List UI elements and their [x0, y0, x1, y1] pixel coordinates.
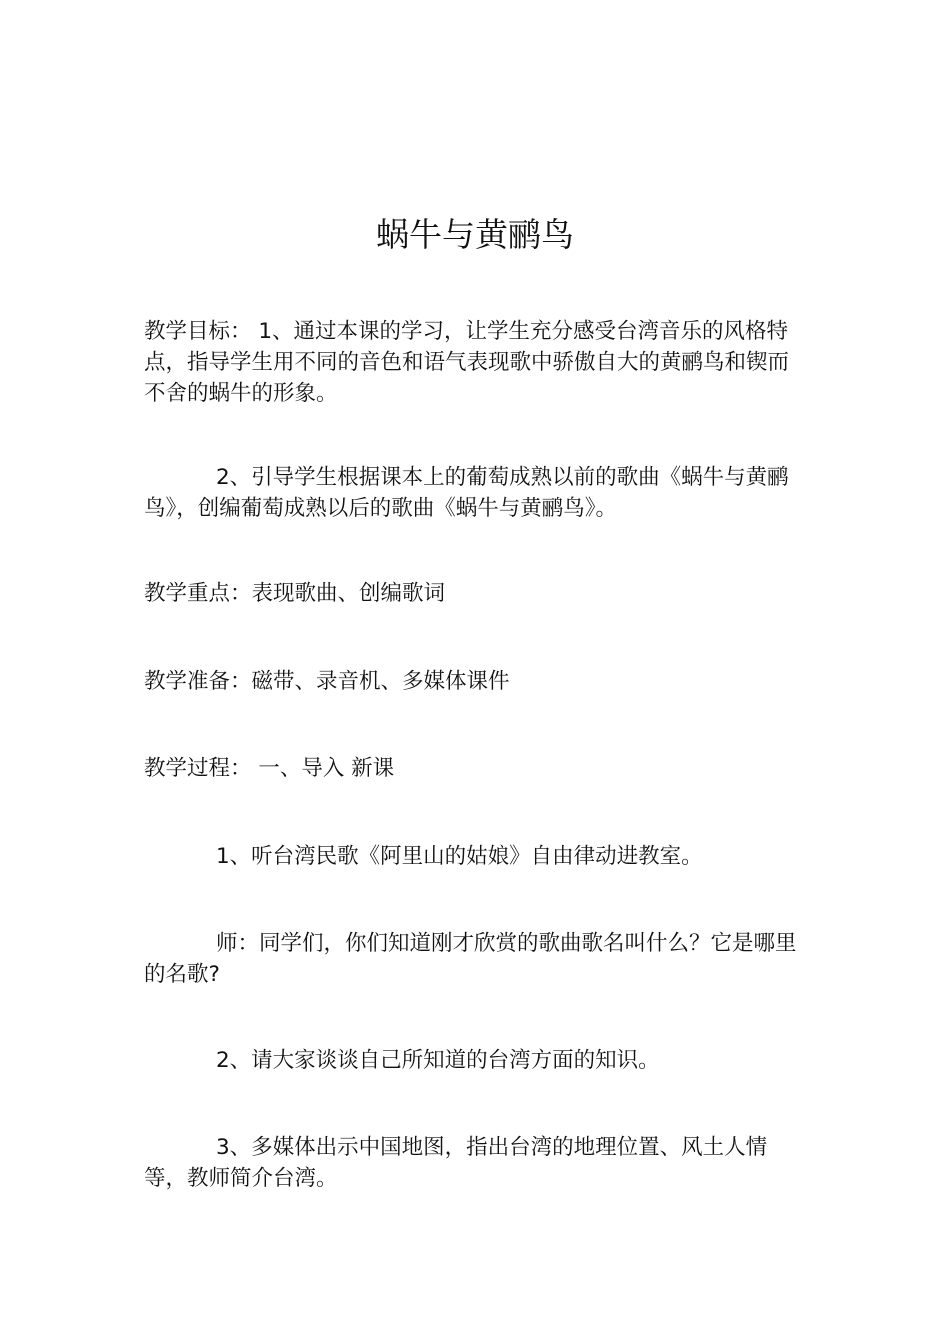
paragraph-teaching-focus: 教学重点：表现歌曲、创编歌词: [144, 581, 446, 606]
paragraph-process-step-2: 2、请大家谈谈自己所知道的台湾方面的知识。: [216, 1048, 660, 1073]
paragraph-teaching-preparation: 教学准备：磁带、录音机、多媒体课件: [144, 669, 510, 694]
paragraph-teacher-question: 师：同学们，你们知道刚才欣赏的歌曲歌名叫什么？它是哪里的名歌?: [144, 931, 797, 987]
paragraph-goal-2: 2、引导学生根据课本上的葡萄成熟以前的歌曲《蜗牛与黄鹂鸟》，创编葡萄成熟以后的歌曲《蜗牛与黄鹂鸟》。: [144, 465, 789, 521]
document-title: 蜗牛与黄鹂鸟: [376, 215, 574, 254]
paragraph-process-step-1: 1、听台湾民歌《阿里山的姑娘》自由律动进教室。: [216, 844, 703, 869]
paragraph-teaching-process: 教学过程： 一、导入 新课: [144, 756, 395, 781]
paragraph-process-step-3: 3、多媒体出示中国地图，指出台湾的地理位置、风土人情等，教师简介台湾。: [144, 1135, 768, 1191]
paragraph-teaching-goals: 教学目标： 1、通过本课的学习，让学生充分感受台湾音乐的风格特点，指导学生用不同的音色和语气表现歌中骄傲自大的黄鹂鸟和锲而不舍的蜗牛的形象。: [144, 319, 790, 406]
